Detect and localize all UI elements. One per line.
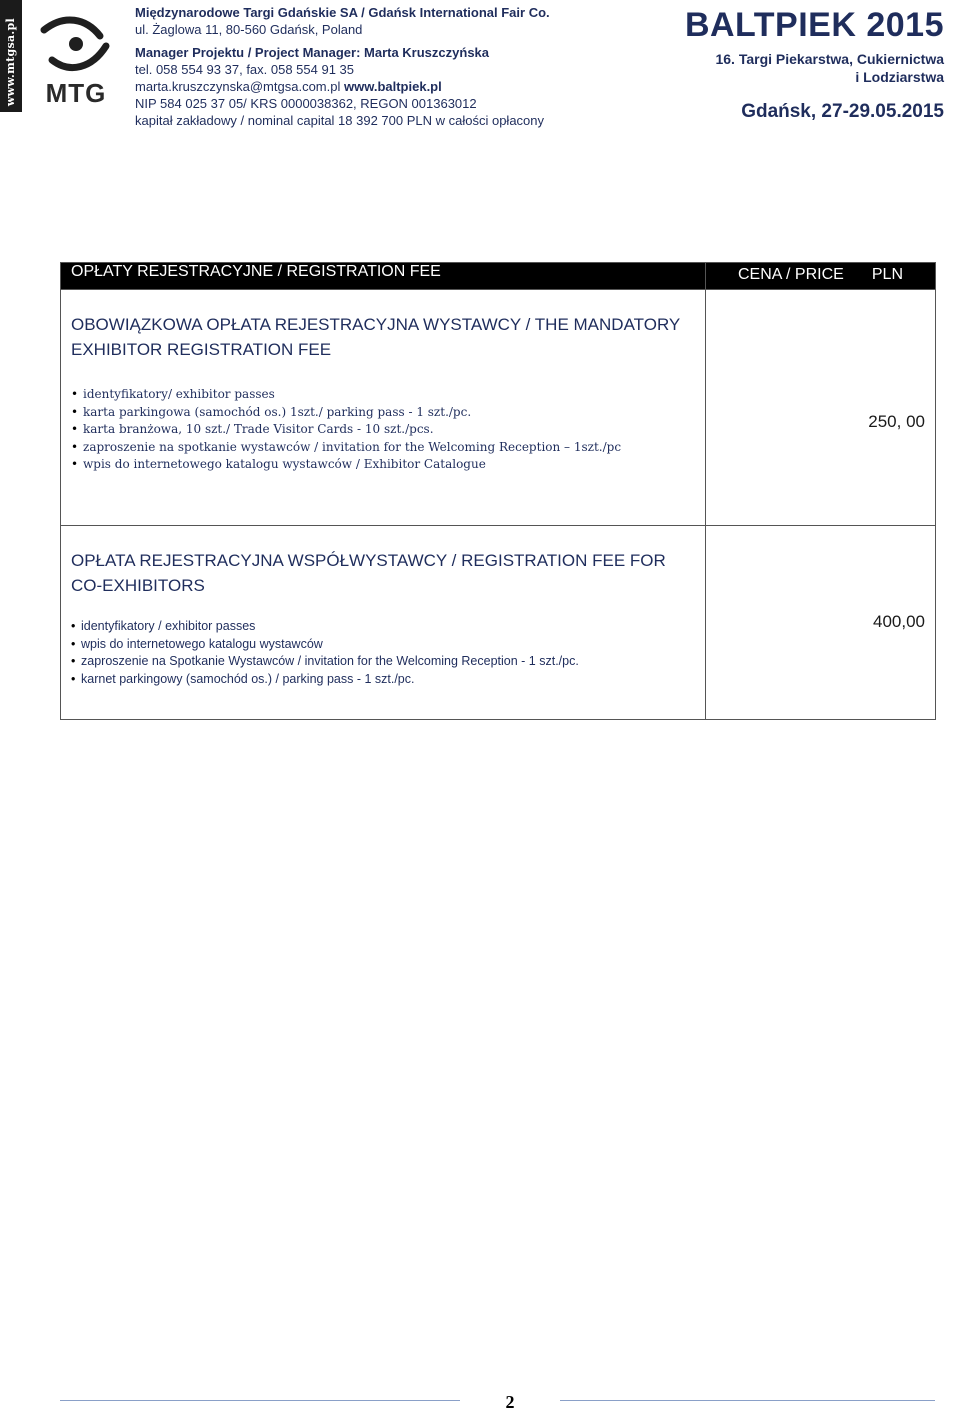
mtg-logo [34, 8, 118, 108]
fee-items-list [61, 362, 705, 492]
fee-price-cell [706, 526, 936, 720]
project-manager: Manager Projektu / Project Manager: Marta Kruszczyńska [135, 45, 490, 60]
fee-description-cell [61, 290, 706, 526]
event-date: Gdańsk, 27-29.05.2015 [741, 101, 944, 122]
email-link[interactable]: marta.kruszczynska@mtgsa.com.pl [135, 79, 341, 94]
registry-numbers: NIP 584 025 37 05/ KRS 0000038362, REGON 001363012 [135, 96, 477, 111]
company-name: Międzynarodowe Targi Gdańskie SA / Gdańsk International Fair Co. [135, 5, 550, 20]
event-title: BALTPIEK 2015 [684, 6, 944, 44]
event-info [685, 4, 944, 124]
fee-items-list [61, 598, 705, 706]
list-item: • wpis do internetowego katalogu wystawców / Exhibitor Catalogue [71, 456, 705, 474]
company-info [135, 4, 695, 129]
list-item: • identyfikatory/ exhibitor passes [71, 386, 705, 404]
fee-price: 400,00 [873, 612, 925, 631]
list-item: • karnet parkingowy (samochód os.) / parking pass - 1 szt./pc. [71, 671, 705, 689]
table-row [61, 526, 936, 720]
company-address: ul. Żaglowa 11, 80-560 Gdańsk, Poland [135, 22, 363, 37]
sidebar-website-text: www.mtgsa.pl [4, 17, 17, 106]
nominal-capital: kapitał zakładowy / nominal capital 18 392 700 PLN w całości opłacony [135, 113, 545, 128]
sidebar-website-strip [0, 0, 22, 112]
fee-description-cell [61, 526, 706, 720]
list-item: • zaproszenie na spotkanie wystawców / invitation for the Welcoming Reception – 1szt./pc [71, 439, 705, 457]
fee-price-cell [706, 290, 936, 526]
registration-fee-table [60, 262, 936, 720]
list-item: • zaproszenie na Spotkanie Wystawców / invitation for the Welcoming Reception - 1 szt./pc. [71, 653, 705, 671]
header-title: OPŁATY REJESTRACYJNE / REGISTRATION FEE [61, 263, 706, 290]
phone-fax: tel. 058 554 93 37, fax. 058 554 91 35 [135, 62, 355, 77]
header-currency: PLN [871, 266, 903, 283]
page-number: 2 [505, 1392, 515, 1412]
header-price: CENA / PRICE [738, 266, 844, 283]
fee-price: 250, 00 [868, 412, 925, 431]
website-link[interactable]: www.baltpiek.pl [343, 79, 442, 94]
logo-text: MTG [45, 78, 107, 108]
fee-title: OPŁATA REJESTRACYJNA WSPÓŁWYSTAWCY / REGISTRATION FEE FOR CO-EXHIBITORS [71, 551, 666, 595]
fee-title: OBOWIĄZKOWA OPŁATA REJESTRACYJNA WYSTAWCY / THE MANDATORY EXHIBITOR REGISTRATION FEE [71, 315, 680, 359]
list-item: • karta parkingowa (samochód os.) 1szt./ parking pass - 1 szt./pc. [71, 404, 705, 422]
event-subtitle-line2: i Lodziarstwa [855, 69, 944, 85]
footer-divider-right [560, 1400, 935, 1401]
header-price-cell [706, 263, 936, 290]
mtg-logo-emblem-icon [44, 20, 106, 68]
footer-divider-left [60, 1400, 460, 1401]
table-row [61, 290, 936, 526]
event-subtitle-line1: 16. Targi Piekarstwa, Cukiernictwa [715, 51, 944, 67]
table-header [61, 263, 936, 290]
list-item: • wpis do internetowego katalogu wystawców [71, 636, 705, 654]
list-item: • identyfikatory / exhibitor passes [71, 618, 705, 636]
list-item: • karta branżowa, 10 szt./ Trade Visitor Cards - 10 szt./pcs. [71, 421, 705, 439]
